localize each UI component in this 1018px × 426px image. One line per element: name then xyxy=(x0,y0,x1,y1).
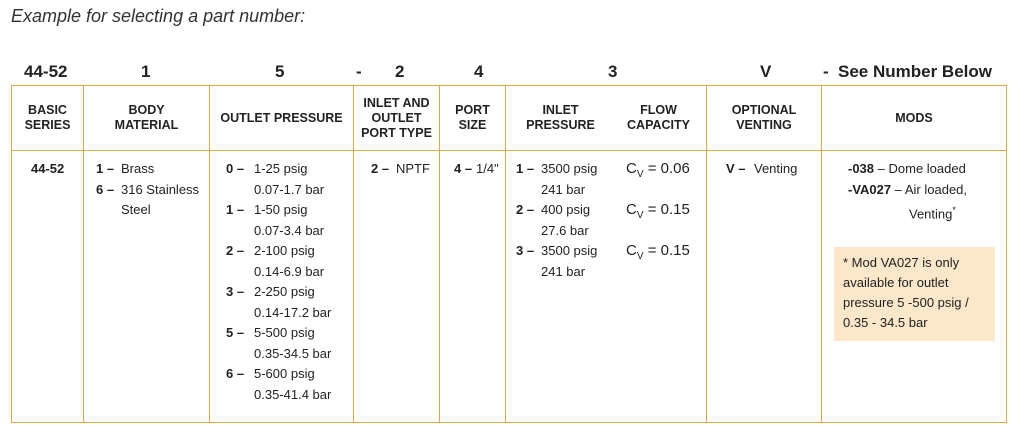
outlet-option-3: 3 – 2-250 psig xyxy=(226,284,315,299)
basic-series-cell: 44-52 xyxy=(12,151,84,423)
flow-capacity-1: $C_V = 0.06$ xyxy=(626,160,690,180)
pn-dash-1: - xyxy=(356,62,362,81)
header-port-type: INLET AND OUTLET PORT TYPE xyxy=(354,86,440,151)
header-body-material: BODY MATERIAL xyxy=(84,86,210,151)
outlet-option-0: 0 – 1-25 psig xyxy=(226,161,308,176)
outlet-pressure-cell: 0 – 1-25 psig 0.07-1.7 bar 1 – 1-50 psig 0.07-3.4 bar 2 – 2-100 psig 0.14-6.9 bar 3 – 2-250 psig 0.14-17.2 bar 5 – 5-500 psig 0.35-34.5 bar 6 – 5-600 psig 0.35-41.4 bar xyxy=(210,151,354,423)
header-inlet-flow xyxy=(506,86,707,151)
inlet-option-3: 3 – 3500 psig 241 bar $C_V = 0.15$ xyxy=(516,241,705,282)
pn-dash-2: - xyxy=(823,62,829,81)
port-type-cell: 2 – NPTF xyxy=(354,151,440,423)
pn-outlet: 5 xyxy=(275,62,285,81)
venting-cell: V – Venting xyxy=(707,151,822,423)
outlet-option-2: 2 – 2-100 psig xyxy=(226,243,315,258)
intro-text: Example for selecting a part number: xyxy=(11,6,306,26)
pn-body: 1 xyxy=(141,62,151,81)
body-option-6: 6 – 316 Stainless xyxy=(96,181,200,197)
pn-port: 4 xyxy=(474,62,484,81)
header-optional-venting: OPTIONAL VENTING xyxy=(707,86,822,151)
outlet-option-6: 6 – 5-600 psig xyxy=(226,366,315,381)
mod-038: -038 – Dome loaded xyxy=(848,161,966,176)
pn-series: 44-52 xyxy=(24,62,68,81)
header-mods: MODS xyxy=(822,86,1007,151)
port-size-cell: 4 – 1/4" xyxy=(440,151,506,423)
inlet-option-1: 1 – 3500 psig 241 bar $C_V = 0.06$ xyxy=(516,159,705,200)
mods-cell: -038 – Dome loaded -VA027 – Air loaded, Venting* * Mod VA027 is only available for outlet pressure 5 -500 psig / 0.35 - 34.5 bar xyxy=(822,151,1007,423)
header-outlet-pressure: OUTLET PRESSURE xyxy=(210,86,354,151)
mod-va027: -VA027 – Air loaded, xyxy=(848,181,968,197)
flow-capacity-2: $C_V = 0.15$ xyxy=(626,201,690,221)
body-material-cell: 1 – Brass 6 – 316 Stainless Steel xyxy=(84,151,210,423)
pn-venting: V xyxy=(760,62,772,81)
pn-inlet-type: 2 xyxy=(395,62,405,81)
inlet-option-2: 2 – 400 psig 27.6 bar $C_V = 0.15$ xyxy=(516,200,705,241)
body-row xyxy=(12,151,1007,423)
pn-inlet-pressure: 3 xyxy=(608,62,618,81)
header-basic-series: BASIC SERIES xyxy=(12,86,84,151)
header-inlet-pressure: INLET PRESSURE xyxy=(526,103,595,132)
mod-note: * Mod VA027 is only available for outlet pressure 5 -500 psig / 0.35 - 34.5 bar xyxy=(834,247,995,341)
flow-capacity-3: $C_V = 0.15$ xyxy=(626,242,690,262)
body-option-1: 1 – Brass xyxy=(96,161,155,176)
inlet-pressure-cell xyxy=(506,151,707,423)
header-row xyxy=(12,86,1007,151)
selection-table xyxy=(11,85,1007,423)
pn-see-below: See Number Below xyxy=(838,62,992,81)
header-flow-capacity: FLOW CAPACITY xyxy=(627,103,690,132)
outlet-option-5: 5 – 5-500 psig xyxy=(226,325,315,340)
header-port-size: PORT SIZE xyxy=(440,86,506,151)
outlet-option-1: 1 – 1-50 psig xyxy=(226,202,308,217)
